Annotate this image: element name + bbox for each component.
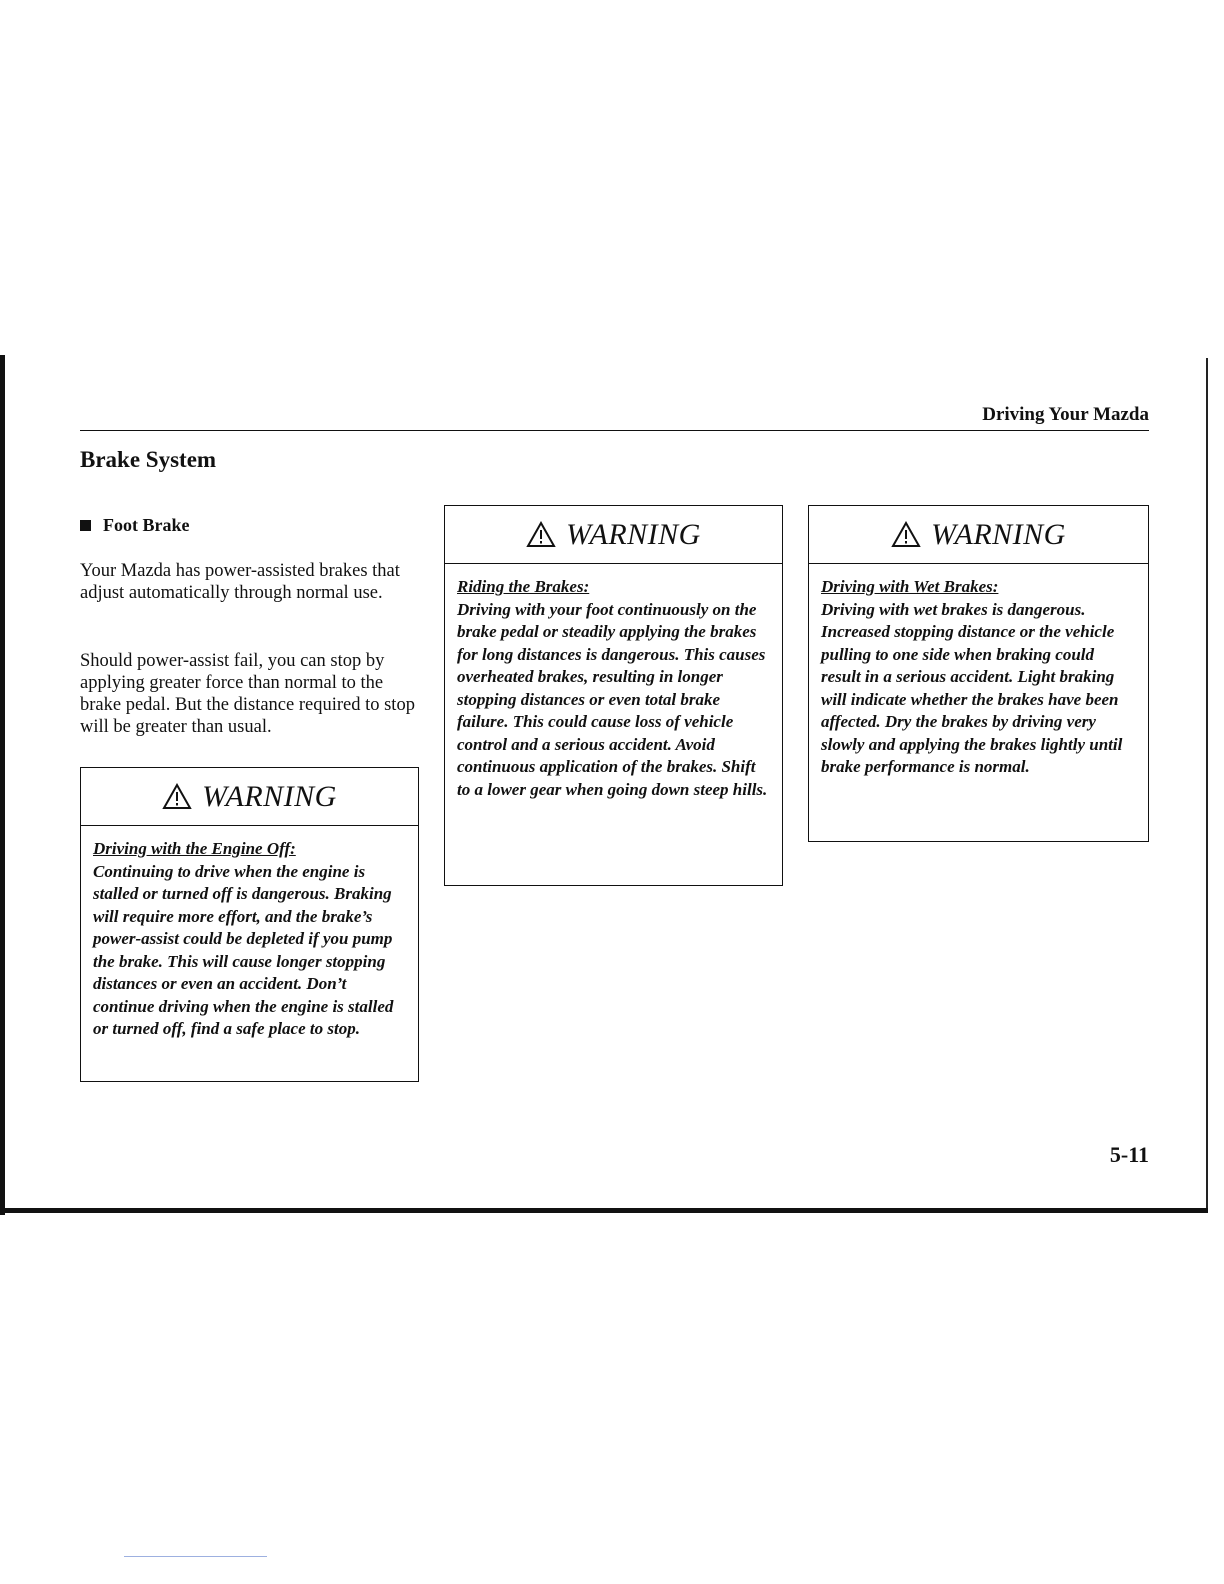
warning-title: WARNING	[202, 779, 337, 813]
warning-triangle-icon	[526, 521, 556, 548]
chapter-title: Driving Your Mazda	[982, 404, 1149, 425]
warning-header	[445, 506, 782, 564]
warning-triangle-icon	[162, 783, 192, 810]
warning-subtitle: Driving with the Engine Off:	[93, 839, 296, 858]
warning-body	[445, 564, 782, 811]
warning-subtitle: Driving with Wet Brakes:	[821, 577, 999, 596]
warning-box-riding-brakes	[444, 505, 783, 886]
bottom-divider	[124, 1556, 267, 1557]
section-title: Brake System	[80, 447, 217, 472]
warning-text: Continuing to drive when the engine is stalled or turned off is dangerous. Braking will require more effort, and the brake’s power-assist could be depleted if you pump the brake. This will cause longer stopping distances or even an accident. Don’t continue driving when the engine is stalled or turned off, find a safe place to stop.	[93, 861, 394, 1038]
page-edge-left-bar	[0, 355, 5, 1215]
warning-header	[81, 768, 418, 826]
warning-title: WARNING	[931, 517, 1066, 551]
warning-body	[809, 564, 1148, 789]
warning-body	[81, 826, 418, 1051]
warning-header	[809, 506, 1148, 564]
warning-text: Driving with wet brakes is dangerous. Increased stopping distance or the vehicle pulling to one side when braking could result in a serious accident. Light braking will indicate whether the brakes have been affected. Dry the brakes by driving very slowly and applying the brakes lightly until brake performance is normal.	[821, 599, 1123, 776]
warning-subtitle: Riding the Brakes:	[457, 577, 590, 596]
page-number: 5-11	[1109, 1142, 1149, 1167]
square-bullet-icon	[80, 520, 91, 531]
subsection-heading	[80, 515, 189, 536]
body-paragraph: Should power-assist fail, you can stop by applying greater force than normal to the brake pedal. But the distance required to stop will be greater than usual.	[80, 651, 415, 737]
warning-box-engine-off	[80, 767, 419, 1082]
page-edge-right-bar	[1206, 358, 1208, 1213]
warning-triangle-icon	[891, 521, 921, 548]
warning-text: Driving with your foot continuously on the brake pedal or steadily applying the brakes for long distances is dangerous. This causes overheated brakes, resulting in longer stopping distances or even total brake failure. This could cause loss of vehicle control and a serious accident. Avoid continuous application of the brakes. Shift to a lower gear when going down steep hills.	[457, 599, 768, 799]
subsection-title: Foot Brake	[103, 515, 190, 535]
warning-box-wet-brakes	[808, 505, 1149, 842]
warning-title: WARNING	[566, 517, 701, 551]
body-paragraph: Your Mazda has power-assisted brakes that adjust automatically through normal use.	[80, 561, 400, 603]
header-rule	[80, 430, 1149, 431]
page-edge-bottom-bar	[0, 1208, 1208, 1213]
